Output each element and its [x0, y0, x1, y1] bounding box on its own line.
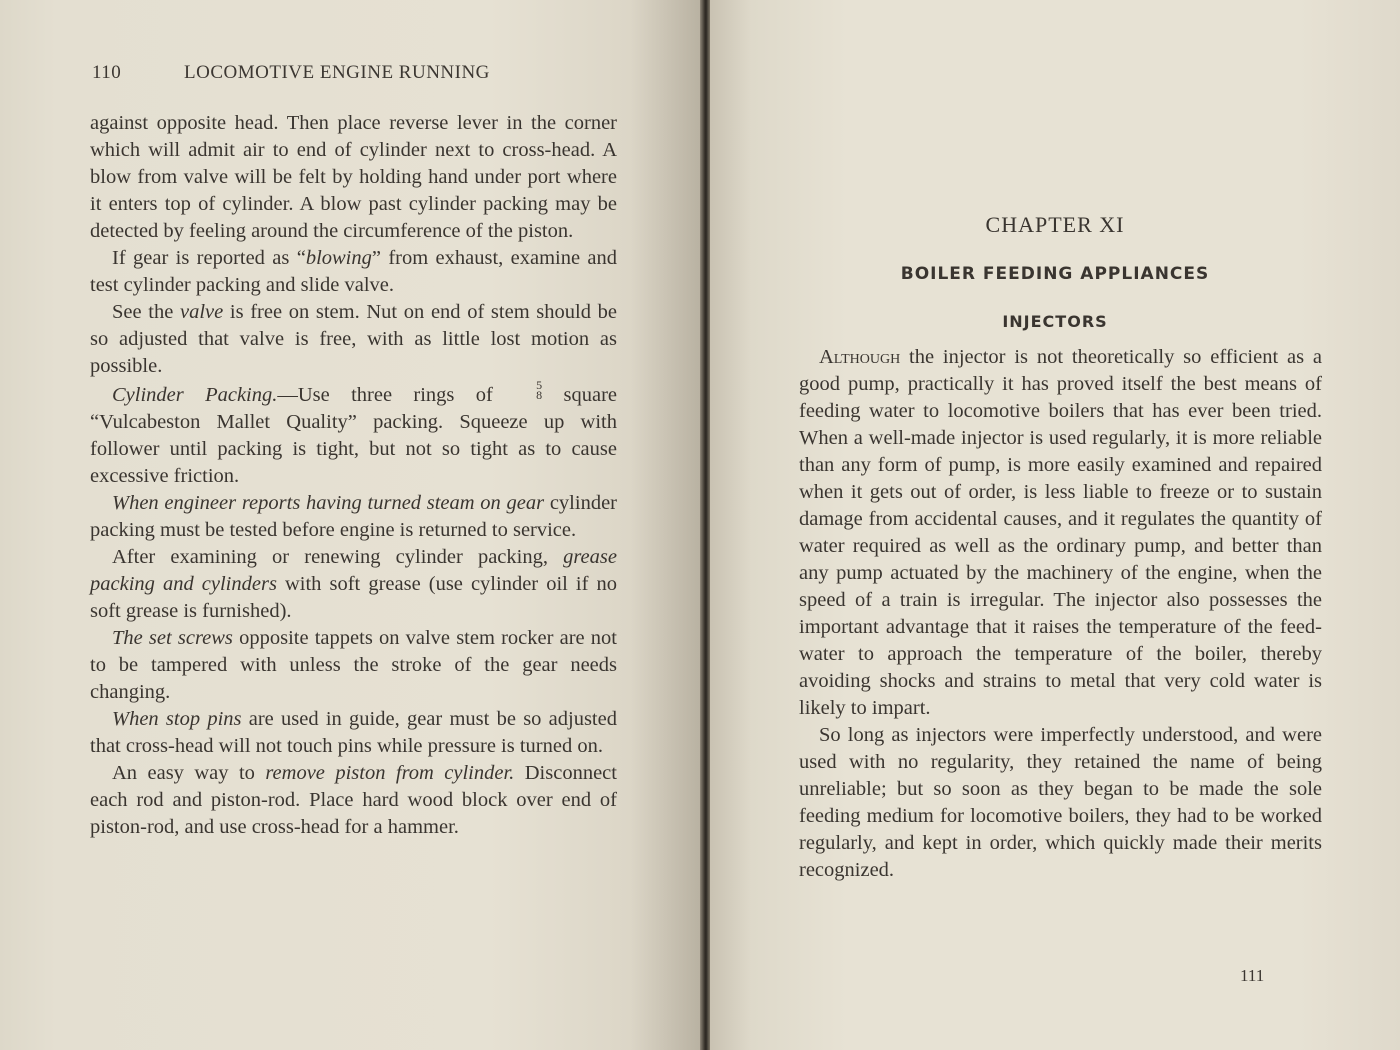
subsection-title: INJECTORS	[1002, 312, 1108, 331]
paragraph: An easy way to remove piston from cylinder. Disconnect each rod and piston-rod. Place hard wood block over end of piston-rod, and use cross-head for a hammer.	[90, 762, 617, 838]
paragraph: Although the injector is not theoretically so efficient as a good pump, practically it has proved itself the best means of feeding water to locomotive boilers that has ever been tried. When a well-made injector is used regularly, it is more reliable than any form of pump, is more easily examined and repaired when it gets out of order, is less liable to freeze or to sustain damage from accidental causes, and it regulates the quantity of water required as well as the ordinary pump, and better than any pump actuated by the machinery of the engine, when the speed of a train is irregular. The injector also possesses the important advantage that it raises the temperature of the feed-water to approach the temperature of the boiler, thereby avoiding shocks and strains to metal that very cold water is likely to impart.	[799, 346, 1322, 719]
page-number-right: 111	[1240, 966, 1265, 985]
paragraph: So long as injectors were imperfectly understood, and were used with no regularity, they retained the name of being unreliable; but so soon as they began to be made the sole feeding medium for locomotive boilers, they had to be worked regularly, and kept in order, which quickly made their merits recognized.	[799, 724, 1322, 881]
paragraph: See the valve is free on stem. Nut on end of stem should be so adjusted that valve is free, with as little lost motion as possible.	[90, 301, 617, 377]
paragraph: When engineer reports having turned steam on gear cylinder packing must be tested before engine is returned to service.	[90, 492, 617, 541]
paragraph: Cylinder Packing.—Use three rings of 5 8 square “Vulcabeston Mallet Quality” packing. Squeeze up with follower until packing is tight, but not so tight as to cause excessive friction.	[90, 378, 617, 487]
lead-word: Although	[819, 346, 901, 368]
paragraph: If gear is reported as “blowing” from exhaust, examine and test cylinder packing and slide valve.	[90, 247, 618, 296]
paragraph: against opposite head. Then place reverse lever in the corner which will admit air to end of cylinder next to cross-head. A blow from valve will be felt by holding hand under port where it enters top of cylinder. A blow past cylinder packing may be detected by feeling around the circumference of the piston.	[90, 112, 617, 242]
page-number-left: 110	[92, 62, 122, 83]
right-page	[710, 0, 1400, 1050]
running-head-title: LOCOMOTIVE ENGINE RUNNING	[184, 62, 490, 83]
left-page-body	[90, 110, 617, 841]
paragraph: When stop pins are used in guide, gear must be so adjusted that cross-head will not touch pins while pressure is turned on.	[90, 708, 617, 757]
book-gutter	[700, 0, 710, 1050]
paragraph: After examining or renewing cylinder packing, grease packing and cylinders with soft grease (use cylinder oil if no soft grease is furnished).	[90, 546, 617, 622]
paragraph: The set screws opposite tappets on valve stem rocker are not to be tampered with unless the stroke of the gear needs changing.	[90, 627, 618, 703]
chapter-title: CHAPTER XI	[985, 212, 1125, 237]
section-title: BOILER FEEDING APPLIANCES	[900, 264, 1210, 284]
fraction: 5 8	[536, 378, 543, 402]
running-head	[92, 62, 612, 84]
right-page-body	[799, 344, 1322, 884]
